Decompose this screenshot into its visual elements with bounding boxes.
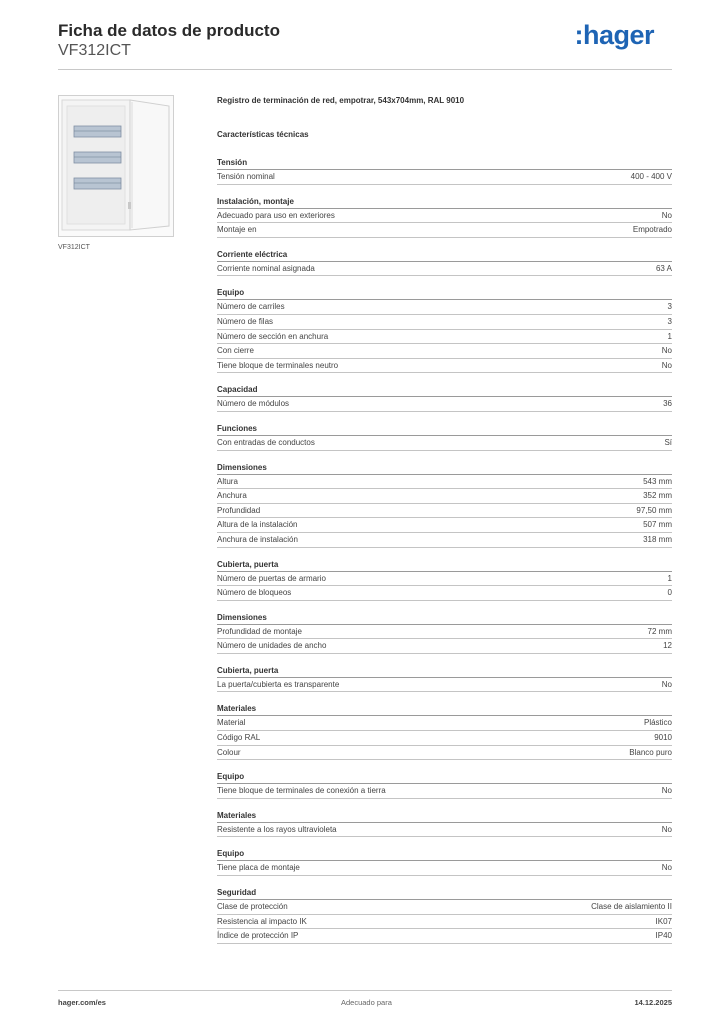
- tech-characteristics-title: Características técnicas: [217, 130, 309, 139]
- spec-label: Tiene placa de montaje: [217, 863, 300, 873]
- spec-row: [217, 223, 672, 238]
- spec-section: [217, 558, 672, 601]
- spec-label: Número de unidades de ancho: [217, 641, 327, 651]
- spec-label: Índice de protección IP: [217, 931, 299, 941]
- section-title: Capacidad: [217, 383, 672, 397]
- spec-row: [217, 300, 672, 315]
- spec-value: No: [661, 360, 672, 370]
- spec-label: Adecuado para uso en exteriores: [217, 210, 335, 220]
- spec-row: [217, 823, 672, 838]
- spec-row: [217, 489, 672, 504]
- product-code: VF312ICT: [58, 42, 131, 59]
- spec-label: Profundidad: [217, 505, 261, 515]
- spec-label: Altura: [217, 476, 238, 486]
- spec-value: No: [661, 210, 672, 220]
- section-title: Materiales: [217, 702, 672, 716]
- spec-value: 12: [663, 641, 672, 651]
- spec-value: No: [661, 679, 672, 689]
- spec-value: 36: [663, 399, 672, 409]
- spec-section: [217, 286, 672, 373]
- spec-value: 318 mm: [643, 534, 672, 544]
- header-divider: [58, 69, 672, 70]
- section-title: Tensión: [217, 156, 672, 170]
- spec-value: 1: [667, 331, 672, 341]
- spec-row: [217, 746, 672, 761]
- spec-row: [217, 504, 672, 519]
- spec-value: No: [661, 786, 672, 796]
- spec-row: [217, 572, 672, 587]
- spec-row: [217, 475, 672, 490]
- spec-section: [217, 886, 672, 944]
- spec-value: No: [661, 863, 672, 873]
- spec-row: [217, 359, 672, 374]
- spec-value: 400 - 400 V: [630, 172, 672, 181]
- spec-row: [217, 929, 672, 944]
- spec-content: [217, 96, 672, 944]
- spec-label: Número de puertas de armario: [217, 573, 326, 583]
- page-title: Ficha de datos de producto: [58, 21, 280, 40]
- spec-section: [217, 702, 672, 760]
- section-title: Materiales: [217, 809, 672, 823]
- spec-label: Montaje en: [217, 225, 257, 235]
- spec-value: 3: [667, 316, 672, 326]
- spec-value: 97,50 mm: [636, 505, 672, 515]
- spec-value: IP40: [655, 931, 672, 941]
- spec-row: [217, 861, 672, 876]
- spec-value: 352 mm: [643, 491, 672, 501]
- spec-section: [217, 156, 672, 185]
- spec-row: [217, 436, 672, 451]
- spec-row: [217, 716, 672, 731]
- spec-label: Tensión nominal: [217, 172, 275, 181]
- spec-value: 543 mm: [643, 476, 672, 486]
- section-title: Cubierta, puerta: [217, 664, 672, 678]
- spec-section: [217, 664, 672, 693]
- spec-value: Blanco puro: [629, 747, 672, 757]
- spec-label: Corriente nominal asignada: [217, 263, 315, 273]
- product-description: Registro de terminación de red, empotrar, 543x704mm, RAL 9010: [217, 96, 465, 105]
- spec-label: Material: [217, 718, 246, 728]
- spec-label: Resistente a los rayos ultravioleta: [217, 824, 337, 834]
- section-title: Instalación, montaje: [217, 195, 672, 209]
- spec-label: Tiene bloque de terminales neutro: [217, 360, 339, 370]
- spec-label: Número de filas: [217, 316, 274, 326]
- spec-label: Con entradas de conductos: [217, 437, 315, 447]
- spec-label: Número de sección en anchura: [217, 331, 329, 341]
- spec-value: Empotrado: [632, 225, 672, 235]
- spec-section: [217, 422, 672, 451]
- product-image: [58, 95, 174, 237]
- section-title: Equipo: [217, 286, 672, 300]
- spec-label: Número de carriles: [217, 302, 285, 312]
- spec-row: [217, 262, 672, 277]
- spec-value: 1: [667, 573, 672, 583]
- section-title: Cubierta, puerta: [217, 558, 672, 572]
- spec-row: [217, 625, 672, 640]
- spec-section: [217, 847, 672, 876]
- section-title: Dimensiones: [217, 611, 672, 625]
- spec-value: No: [661, 824, 672, 834]
- spec-label: Número de módulos: [217, 399, 290, 409]
- section-title: Equipo: [217, 847, 672, 861]
- spec-section: [217, 195, 672, 238]
- spec-value: Clase de aislamiento II: [591, 902, 672, 912]
- spec-row: [217, 209, 672, 224]
- spec-row: [217, 397, 672, 412]
- spec-label: La puerta/cubierta es transparente: [217, 679, 340, 689]
- spec-label: Colour: [217, 747, 241, 757]
- spec-row: [217, 344, 672, 359]
- spec-section: [217, 383, 672, 412]
- image-caption: VF312ICT: [58, 244, 90, 251]
- spec-row: [217, 315, 672, 330]
- spec-row: [217, 533, 672, 548]
- spec-label: Profundidad de montaje: [217, 626, 302, 636]
- spec-sections: [217, 156, 672, 944]
- hager-logo: :hager: [574, 20, 654, 50]
- spec-label: Número de bloqueos: [217, 588, 292, 598]
- page-header: [58, 20, 672, 70]
- spec-label: Anchura de instalación: [217, 534, 298, 544]
- spec-label: Código RAL: [217, 733, 261, 743]
- spec-value: 9010: [654, 733, 672, 743]
- section-title: Dimensiones: [217, 461, 672, 475]
- spec-value: 507 mm: [643, 520, 672, 530]
- spec-section: [217, 248, 672, 277]
- footer-site-link[interactable]: hager.com/es: [58, 998, 106, 1007]
- spec-row: [217, 518, 672, 533]
- spec-value: No: [661, 346, 672, 356]
- spec-label: Con cierre: [217, 346, 254, 356]
- spec-value: Plástico: [643, 718, 672, 728]
- spec-section: [217, 809, 672, 838]
- spec-row: [217, 639, 672, 654]
- spec-value: 72 mm: [647, 626, 672, 636]
- spec-row: [217, 784, 672, 799]
- spec-section: [217, 770, 672, 799]
- spec-section: [217, 611, 672, 654]
- footer-date: 14.12.2025: [634, 998, 672, 1007]
- spec-value: 0: [667, 588, 672, 598]
- spec-label: Tiene bloque de terminales de conexión a tierra: [217, 786, 386, 796]
- spec-section: [217, 461, 672, 548]
- section-title: Funciones: [217, 422, 672, 436]
- section-title: Corriente eléctrica: [217, 248, 672, 262]
- spec-row: [217, 170, 672, 185]
- spec-row: [217, 731, 672, 746]
- footer-divider: [58, 990, 672, 991]
- spec-value: Sí: [664, 437, 672, 447]
- spec-row: [217, 330, 672, 345]
- spec-label: Resistencia al impacto IK: [217, 916, 307, 926]
- spec-row: [217, 900, 672, 915]
- spec-row: [217, 586, 672, 601]
- spec-row: [217, 915, 672, 930]
- section-title: Seguridad: [217, 886, 672, 900]
- spec-value: 63 A: [655, 263, 672, 273]
- spec-label: Clase de protección: [217, 902, 288, 912]
- footer-middle-text: Adecuado para: [341, 998, 392, 1007]
- section-title: Equipo: [217, 770, 672, 784]
- spec-value: IK07: [655, 916, 672, 926]
- spec-label: Altura de la instalación: [217, 520, 298, 530]
- spec-value: 3: [667, 302, 672, 312]
- spec-row: [217, 678, 672, 693]
- spec-label: Anchura: [217, 491, 247, 501]
